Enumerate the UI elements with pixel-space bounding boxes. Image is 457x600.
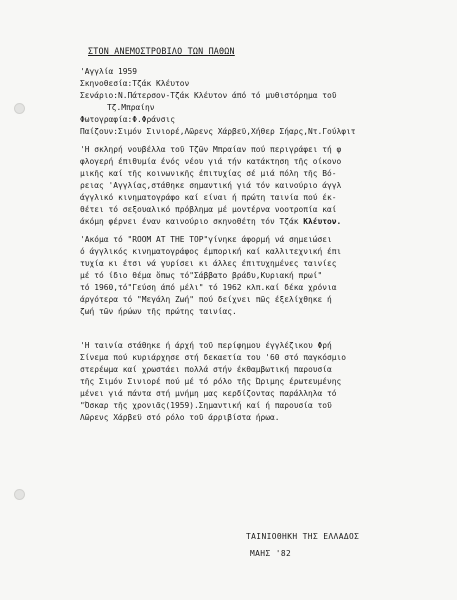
credit-line: Σενάριο:Ν.Πάτερσον-Τζάκ Κλέυτον άπό τό μυθιστόρημα τοῦ [80,91,337,100]
text-line: 'Η σκληρή νουβέλλα τοῦ Τζῶν Μπραίαν πού περιγράφει τή φ [80,145,342,154]
text-line: ζωή τῶν ήρώων τῆς πρώτης ταινίας. [80,307,237,316]
text-line: Σίνεμα πού κυριάρχησε στή δεκαετία του '60 στό παγκόσμιο [80,353,347,362]
text-line: στερέωμα καί χρωστάει πολλά στήν έκθαμβωτική παρουσία [80,365,332,374]
text-line: θέτει τό σεξουαλικό πρόβλημα μέ μοντέρνα νοοτροπία καί [80,205,337,214]
text-line: ό άγγλικός κινηματογράφος έμπορική καί καλλιτεχνική έπι [80,247,342,256]
paragraph-1 [80,144,450,228]
paragraph-2 [80,234,450,318]
credit-line: Φωτογραφία:Φ.Φράνσις [80,115,176,124]
text-line: 'Ακόμα τό "ROOM AT THE TOP"γίνηκε άφορμή νά σημειώσει [80,235,332,244]
signature-org: ΤΑΙΝΙΟΘΗΚΗ ΤΗΣ ΕΛΛΑΔΟΣ [246,532,360,541]
text-line: φλογερή έπιθυμία ένός νέου γιά τήν κατάκτηση τῆς οίκονο [80,157,342,166]
text-line [80,216,450,228]
text-line: τῆς Σιμόν Σινιορέ πού μέ τό ρόλο τῆς Ώριμης έρωτευμένης [80,377,342,386]
credit-line: 'Αγγλία 1959 [80,67,138,76]
text-line: άργότερα τό "Μεγάλη Ζωή" πού δείχνει πῶς έξελίχθηκε ή [80,295,332,304]
text-line: τό 1960,τό"Γεύση άπό μέλι" τό 1962 κλπ.καί δέκα χρόνια [80,283,337,292]
punch-hole [14,489,25,500]
punch-hole [14,103,25,114]
text-line: Λῶρενς Χάρβεϋ στό ρόλο τοῦ άρριβίστα ήρωα. [80,413,280,422]
text-line: μικῆς καί τῆς κοινωνικῆς έπιτυχίας σέ μιά πόλη τῆς Βό- [80,169,337,178]
document-title: ΣΤΟΝ ΑΝΕΜΟΣΤΡΟΒΙΛΟ ΤΩΝ ΠΑΘΩΝ [88,46,235,56]
text-segment: άκόμη φέρνει έναν καινούριο σκηνοθέτη τόν Τζάκ [80,217,304,226]
director-name-bold: Κλέυτον. [303,217,342,226]
credit-line: Παίζουν:Σιμόν Σινιορέ,Λῶρενς Χάρβεϋ,Χήθερ Σήαρς,Ντ.Γούλφιτ [80,127,356,136]
text-line: τυχία κι έτσι νά γυρίσει κι άλλες έπιτυχημένες ταινίες [80,259,337,268]
credit-line: Τζ.Μπραίην [107,103,155,112]
text-line: 'Η ταινία στάθηκε ή άρχή τοῦ περίφημου έγγλέζικου Φρή [80,341,332,350]
text-line: μέ τό ίδιο θέμα ὅπως τό"Σάββατο βράδυ,Κυριακή πρωί" [80,271,323,280]
text-line: μένει γιά πάντα στή μνήμη μας κερδίζοντας παράλληλα τό [80,389,337,398]
credits-block [80,66,450,138]
text-line: ρειας 'Αγγλίας,στάθηκε σημαντική γιά τόν καινούριο άγγλ [80,181,342,190]
signature-date: ΜΑΗΣ '82 [250,549,292,558]
text-line: "Όσκαρ τῆς χρονιᾶς(1959).Σημαντική καί ή παρουσία τοῦ [80,401,332,410]
credit-line: Σκηνοθεσία:Τζάκ Κλέυτον [80,79,190,88]
text-line: άγγλικό κινηματογράφο καί είναι ή πρώτη ταινία πού έκ- [80,193,337,202]
paragraph-3 [80,340,450,424]
